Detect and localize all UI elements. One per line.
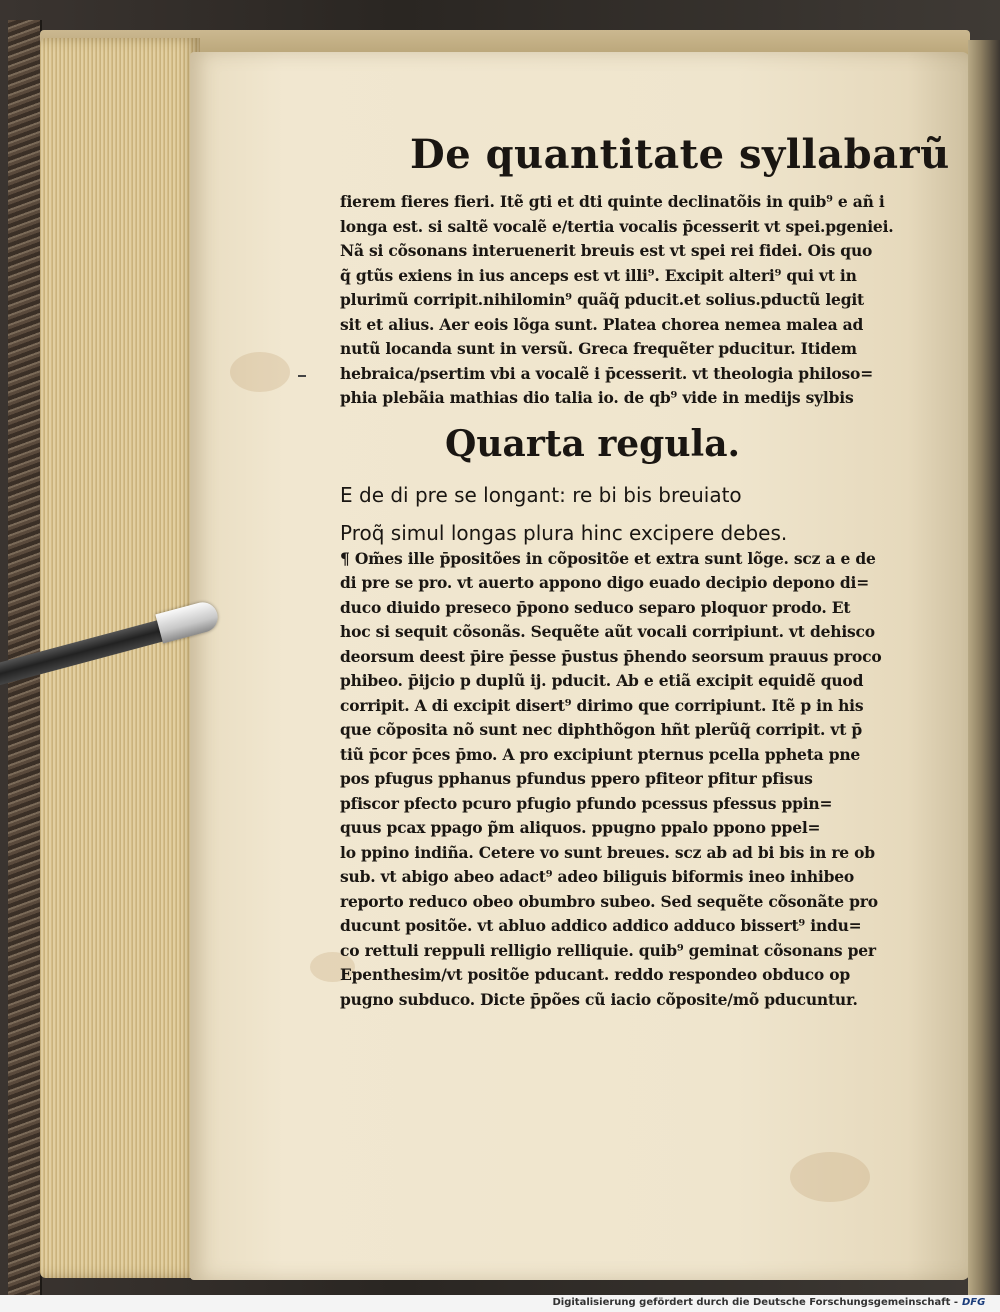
margin-mark <box>298 375 306 377</box>
text-line: pos pfugus pphanus pfundus ppero pfiteor pfitur pfisus <box>340 769 813 788</box>
text-line: lo ppino indiña. Cetere vo sunt breues. scz ab ad bi bis in re ob <box>340 842 875 862</box>
footer-credit: Digitalisierung gefördert durch die Deutsche Forschungsgemeinschaft - <box>552 1297 958 1308</box>
text-line: nutũ locanda sunt in versũ. Greca frequẽter pducitur. Itidem <box>340 339 857 358</box>
page-text <box>340 130 950 1012</box>
text-line: reporto reduco obeo obumbro subeo. Sed sequẽte cõsonãte pro <box>340 891 878 911</box>
text-line: q̃ gtũs exiens in ius anceps est vt illi⁹. Excipit alteri⁹ qui vt in <box>340 265 857 285</box>
text-line: que cõposita nõ sunt nec diphthõgon hñt plerũq̃ corripit. vt p̄ <box>340 720 862 739</box>
text-line: ¶ Om̃es ille p̄positões in cõpositõe et extra sunt lõge. scz a e de <box>340 548 876 568</box>
dfg-logo-icon: DFG <box>962 1297 986 1308</box>
text-line: deorsum deest p̄ire p̄esse p̄ustus p̄hendo seorsum prauus proco <box>340 646 882 666</box>
text-line: quus pcax ppago p̃m aliquos. ppugno ppalo ppono ppel= <box>340 818 821 837</box>
footer-bar <box>0 1295 1000 1312</box>
text-line: fierem fieres fieri. Itẽ gti et dti quinte declinatõis in quib⁹ e añ i <box>340 192 885 211</box>
section-heading: Quarta regula. <box>445 422 741 465</box>
text-section-1 <box>340 190 915 411</box>
text-section-2 <box>340 547 915 1013</box>
text-line: duco diuido preseco p̄pono seduco separo ploquor prodo. Et <box>340 597 851 617</box>
text-line: longa est. si saltẽ vocalẽ e/tertia vocalis p̄cesserit vt spei.pgeniei. <box>340 216 894 236</box>
page-title: De quantitate syllabarũ <box>410 131 950 178</box>
text-line: phibeo. p̄ijcio p duplũ ij. pducit. Ab e etiã excipit equidẽ quod <box>340 671 864 690</box>
rule-verse-1: E de di pre se longant: re bi bis breuiato <box>340 482 742 507</box>
rule-verse-2: Proq̃ simul longas plura hinc excipere debes. <box>340 520 788 545</box>
text-line: pfiscor pfecto pcuro pfugio pfundo pcessus pfessus ppin= <box>340 793 833 813</box>
text-line: Nã si cõsonans interuenerit breuis est vt spei rei fidei. Ois quo <box>340 241 873 260</box>
facing-page-edge <box>968 40 1000 1295</box>
text-line: Epenthesim/vt positõe pducant. reddo respondeo obduco op <box>340 965 851 984</box>
text-line: di pre se pro. vt auerto appono digo euado decipio depono di= <box>340 573 870 592</box>
text-line: plurimũ corripit.nihilomin⁹ quãq̃ pducit.et solius.pductũ legit <box>340 290 864 309</box>
text-line: pugno subduco. Dicte p̄pões cũ iacio cõposite/mõ pducuntur. <box>340 989 858 1009</box>
text-line: corripit. A di excipit disert⁹ dirimo que corripiunt. Itẽ p in his <box>340 695 864 715</box>
text-line: sub. vt abigo abeo adact⁹ adeo biliguis biformis ineo inhibeo <box>340 867 855 886</box>
text-line: sit et alius. Aer eois lõga sunt. Platea chorea nemea malea ad <box>340 314 864 334</box>
text-line: tiũ p̄cor p̄ces p̄mo. A pro excipiunt pternus pcella ppheta pne <box>340 744 861 764</box>
text-line: ducunt positõe. vt abluo addico addico adduco bissert⁹ indu= <box>340 916 862 935</box>
text-line: phia plebãia mathias dio talia io. de qb⁹ vide in medijs sylbis <box>340 388 854 407</box>
text-line: hebraica/psertim vbi a vocalẽ i p̄cesserit. vt theologia philoso= <box>340 363 873 383</box>
text-line: co rettuli reppuli relligio relliquie. quib⁹ geminat cõsonans per <box>340 940 876 960</box>
text-line: hoc si sequit cõsonãs. Sequẽte aũt vocali corripiunt. vt dehisco <box>340 622 875 641</box>
